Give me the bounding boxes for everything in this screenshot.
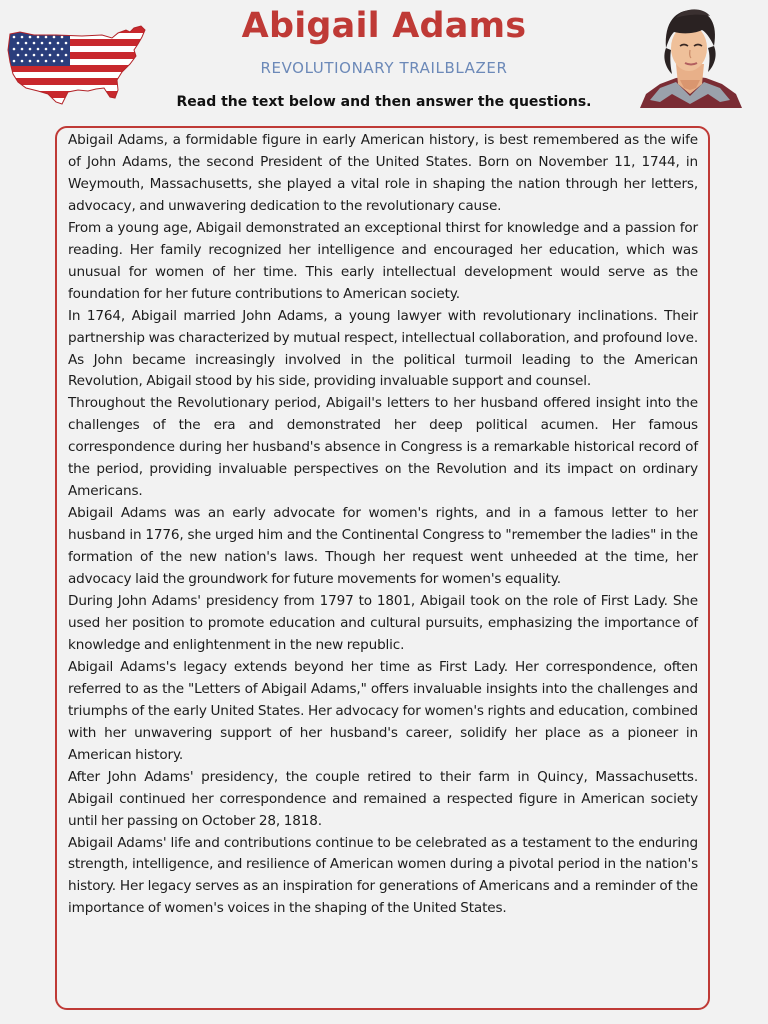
- passage-paragraph: In 1764, Abigail married John Adams, a young lawyer with revolutionary inclinations. Their partnership was characterized by mutual respect, intellectual collaboration, and profound love. As John became increasingly involved in the political turmoil leading to the American Revolution, Abigail stood by his side, providing invaluable support and counsel.: [68, 307, 698, 390]
- passage-paragraph: Abigail Adams' life and contributions continue to be celebrated as a testament to the enduring strength, intelligence, and resilience of American women during a pivotal period in the nation's history. Her legacy serves as an inspiration for generations of Americans and a reminder of the importance of women's voices in the shaping of the United States.: [68, 834, 698, 917]
- passage-paragraph: Abigail Adams, a formidable figure in early American history, is best remembered as the wife of John Adams, the second President of the United States. Born on November 11, 1744, in Weymouth, Massachusetts, she played a vital role in shaping the nation through her letters, advocacy, and unwavering dedication to the revolutionary cause.: [68, 132, 698, 214]
- reading-passage: [55, 126, 710, 1010]
- page-title: Abigail Adams: [241, 6, 527, 46]
- passage-paragraph: Throughout the Revolutionary period, Abigail's letters to her husband offered insight into the challenges of the era and demonstrated her deep political acumen. Her famous correspondence during her husband's absence in Congress is a remarkable historical record of the period, providing invaluable perspectives on the Revolution and its impact on ordinary Americans.: [68, 395, 698, 500]
- passage-paragraph: During John Adams' presidency from 1797 to 1801, Abigail took on the role of First Lady. She used her position to promote education and cultural pursuits, emphasizing the importance of knowledge and enlightenment in the new republic.: [68, 593, 698, 653]
- instruction-text: Read the text below and then answer the questions.: [176, 94, 592, 110]
- passage-paragraph: From a young age, Abigail demonstrated an exceptional thirst for knowledge and a passion for reading. Her family recognized her intelligence and encouraged her education, which was unusual for women of her time. This early intellectual development would serve as the foundation for her future contributions to American society.: [68, 219, 698, 302]
- passage-paragraph: After John Adams' presidency, the couple retired to their farm in Quincy, Massachusetts. Abigail continued her correspondence and remained a respected figure in American society until her passing on October 28, 1818.: [68, 768, 698, 829]
- page-header: [0, 0, 768, 122]
- passage-paragraph: Abigail Adams was an early advocate for women's rights, and in a famous letter to her husband in 1776, she urged him and the Continental Congress to "remember the ladies" in the formation of the new nation's laws. Though her request went unheeded at the time, her advocacy laid the groundwork for future movements for women's equality.: [68, 505, 698, 588]
- passage-paragraph: Abigail Adams's legacy extends beyond her time as First Lady. Her correspondence, often referred to as the "Letters of Abigail Adams," offers invaluable insights into the challenges and triumphs of the early United States. Her advocacy for women's rights and education, combined with her unwavering support of her husband's career, solidify her place as a pioneer in American history.: [68, 658, 698, 763]
- page-subtitle: REVOLUTIONARY TRAILBLAZER: [260, 59, 508, 77]
- abigail-adams-portrait-icon: [636, 4, 744, 108]
